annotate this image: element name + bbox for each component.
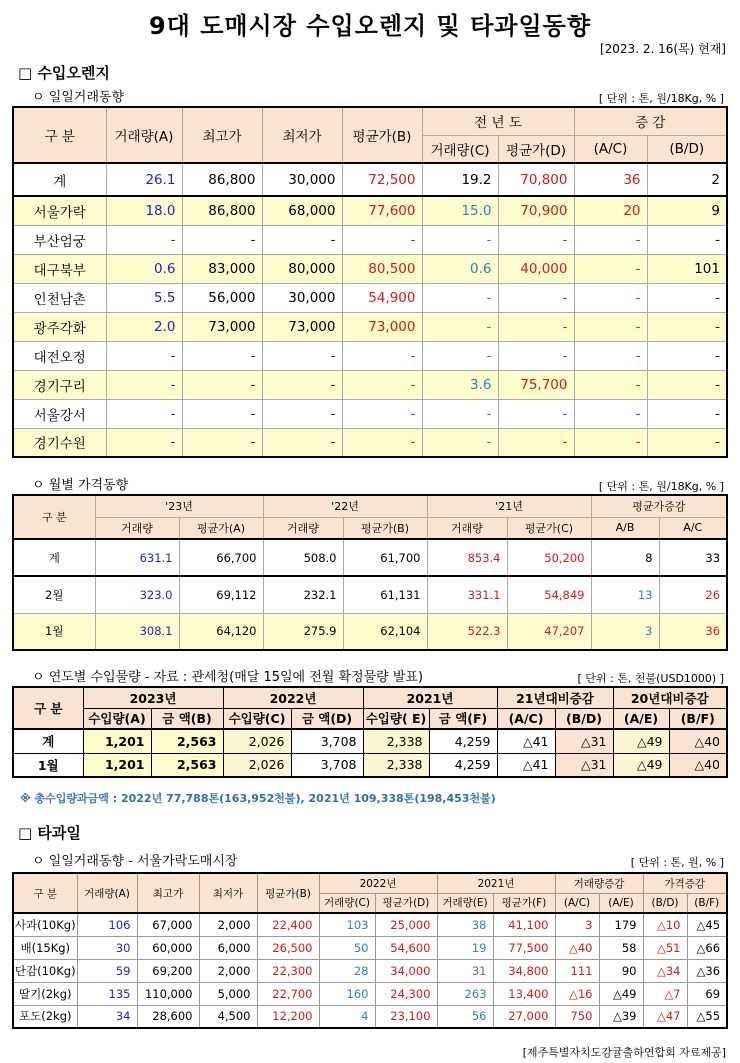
header-2021: 2021년 bbox=[363, 687, 497, 708]
table-row bbox=[13, 341, 727, 370]
unit-label: [ 단위 : 톤, 원/18Kg, % ] bbox=[598, 92, 724, 105]
table-cell: 3,708 bbox=[291, 729, 363, 753]
table-cell: - bbox=[422, 399, 498, 428]
table-cell: 2,026 bbox=[223, 753, 291, 777]
table-cell: 30,000 bbox=[262, 163, 342, 196]
table-cell: 508.0 bbox=[263, 539, 343, 576]
header-avg: 평균가(B) bbox=[257, 873, 319, 913]
header-volume: 거래량 bbox=[263, 517, 343, 539]
table-cell: 2 bbox=[647, 163, 727, 196]
table-cell: 2,338 bbox=[363, 753, 429, 777]
table-cell: 4,259 bbox=[429, 729, 497, 753]
table-row bbox=[13, 370, 727, 399]
table-cell: 4,500 bbox=[199, 1005, 257, 1028]
import-total-note: ※ 총수입량과금액 : 2022년 77,788톤(163,952천불), 2021년 109,338톤(198,453천불) bbox=[20, 792, 496, 805]
header-avg-c: 평균가(C) bbox=[507, 517, 591, 539]
table-cell: - bbox=[647, 283, 727, 312]
table-cell: 111 bbox=[555, 959, 599, 982]
header-bd: (B/D) bbox=[555, 708, 613, 729]
table-cell: 3 bbox=[555, 913, 599, 936]
table-cell: 54,849 bbox=[507, 576, 591, 613]
header-gubun: 구 분 bbox=[13, 687, 83, 729]
header-avg-change: 평균가증감 bbox=[591, 495, 727, 517]
table-cell: 67,000 bbox=[137, 913, 199, 936]
table-cell: 61,700 bbox=[343, 539, 427, 576]
row-label: 경기구리 bbox=[13, 370, 106, 399]
row-label: 2월 bbox=[13, 576, 95, 613]
row-label: 경기수원 bbox=[13, 428, 106, 457]
header-2022: '22년 bbox=[263, 495, 427, 517]
header-change: 증 감 bbox=[574, 107, 727, 135]
table-cell: 853.4 bbox=[427, 539, 507, 576]
header-2022: 2022년 bbox=[223, 687, 363, 708]
orange-yearly-table bbox=[12, 686, 728, 778]
table-cell: 28,600 bbox=[137, 1005, 199, 1028]
table-cell: 106 bbox=[77, 913, 137, 936]
table-cell: 22,300 bbox=[257, 959, 319, 982]
table-row bbox=[13, 312, 727, 341]
table-row bbox=[13, 399, 727, 428]
table-cell: - bbox=[574, 312, 647, 341]
table-cell: - bbox=[647, 341, 727, 370]
subheading-daily: ㅇ 일일거래동향 bbox=[32, 90, 125, 105]
header-ac: (A/C) bbox=[497, 708, 555, 729]
table-cell: △16 bbox=[555, 982, 599, 1005]
row-label: 1월 bbox=[13, 613, 95, 650]
table-cell: - bbox=[106, 341, 182, 370]
table-cell: - bbox=[182, 428, 262, 457]
table-cell: 18.0 bbox=[106, 196, 182, 225]
header-2021: '21년 bbox=[427, 495, 591, 517]
header-amt-f: 금 액(F) bbox=[429, 708, 497, 729]
table-cell: 0.6 bbox=[106, 254, 182, 283]
table-cell: 54,600 bbox=[375, 936, 437, 959]
table-cell: 34,000 bbox=[375, 959, 437, 982]
table-row bbox=[13, 254, 727, 283]
table-cell: 22,400 bbox=[257, 913, 319, 936]
table-cell: 19.2 bbox=[422, 163, 498, 196]
header-max: 최고가 bbox=[182, 107, 262, 163]
table-cell: - bbox=[647, 428, 727, 457]
table-cell: 47,207 bbox=[507, 613, 591, 650]
row-label: 계 bbox=[13, 539, 95, 576]
header-prev-avg: 평균가(D) bbox=[498, 135, 574, 163]
table-cell: 59 bbox=[77, 959, 137, 982]
header-gubun: 구 분 bbox=[13, 873, 77, 913]
table-cell: 12,200 bbox=[257, 1005, 319, 1028]
table-cell: 2,563 bbox=[151, 729, 223, 753]
table-cell: 23,100 bbox=[375, 1005, 437, 1028]
table-cell: 66,700 bbox=[179, 539, 263, 576]
table-cell: - bbox=[262, 370, 342, 399]
table-cell: 31 bbox=[437, 959, 493, 982]
table-cell: 8 bbox=[591, 539, 659, 576]
table-cell: 4,259 bbox=[429, 753, 497, 777]
table-cell: 2,563 bbox=[151, 753, 223, 777]
table-cell: 5,000 bbox=[199, 982, 257, 1005]
table-cell: △39 bbox=[599, 1005, 643, 1028]
table-row bbox=[13, 539, 727, 576]
table-cell: 33 bbox=[659, 539, 727, 576]
row-label: 계 bbox=[13, 163, 106, 196]
table-row bbox=[13, 225, 727, 254]
table-cell: - bbox=[647, 312, 727, 341]
table-cell: 26 bbox=[659, 576, 727, 613]
table-cell: 61,131 bbox=[343, 576, 427, 613]
table-cell: △40 bbox=[669, 753, 727, 777]
table-row bbox=[13, 1005, 727, 1028]
other-fruit-table bbox=[12, 872, 728, 1029]
table-cell: 86,800 bbox=[182, 163, 262, 196]
table-cell: △47 bbox=[643, 1005, 687, 1028]
header-bd: (B/D) bbox=[647, 135, 727, 163]
table-cell: 3.6 bbox=[422, 370, 498, 399]
table-cell: 69,200 bbox=[137, 959, 199, 982]
header-ae: (A/E) bbox=[613, 708, 669, 729]
table-cell: 6,000 bbox=[199, 936, 257, 959]
row-label: 딸기(2kg) bbox=[13, 982, 77, 1005]
table-cell: - bbox=[342, 370, 422, 399]
table-cell: - bbox=[574, 283, 647, 312]
header-amt-d: 금 액(D) bbox=[291, 708, 363, 729]
header-ab: A/B bbox=[591, 517, 659, 539]
table-cell: 27,000 bbox=[493, 1005, 555, 1028]
table-cell: - bbox=[498, 225, 574, 254]
table-cell: 50 bbox=[319, 936, 375, 959]
header-volume: 거래량 bbox=[427, 517, 507, 539]
table-cell: 19 bbox=[437, 936, 493, 959]
table-cell: 110,000 bbox=[137, 982, 199, 1005]
table-cell: 2,000 bbox=[199, 959, 257, 982]
table-cell: - bbox=[182, 370, 262, 399]
source-credit: [제주특별자치도감귤출하연합회 자료제공] bbox=[522, 1046, 726, 1059]
table-row bbox=[13, 936, 727, 959]
table-cell: - bbox=[422, 283, 498, 312]
header-ae: (A/E) bbox=[599, 893, 643, 913]
header-bf: (B/F) bbox=[669, 708, 727, 729]
table-cell: - bbox=[106, 428, 182, 457]
table-cell: △41 bbox=[497, 729, 555, 753]
table-row bbox=[13, 959, 727, 982]
table-cell: - bbox=[422, 428, 498, 457]
table-row bbox=[13, 913, 727, 936]
table-cell: - bbox=[498, 399, 574, 428]
row-label: 부산엄궁 bbox=[13, 225, 106, 254]
header-volume: 거래량 bbox=[95, 517, 179, 539]
table-cell: 15.0 bbox=[422, 196, 498, 225]
table-cell: △7 bbox=[643, 982, 687, 1005]
table-cell: - bbox=[262, 428, 342, 457]
table-cell: 40,000 bbox=[498, 254, 574, 283]
row-label: 포도(2kg) bbox=[13, 1005, 77, 1028]
table-cell: 69,112 bbox=[179, 576, 263, 613]
table-cell: 41,100 bbox=[493, 913, 555, 936]
page-title: 9대 도매시장 수입오렌지 및 타과일동향 bbox=[148, 12, 592, 40]
table-cell: 77,600 bbox=[342, 196, 422, 225]
table-row bbox=[13, 428, 727, 457]
table-row bbox=[13, 982, 727, 1005]
table-cell: 263 bbox=[437, 982, 493, 1005]
table-cell: 73,000 bbox=[342, 312, 422, 341]
table-cell: - bbox=[647, 225, 727, 254]
table-cell: 36 bbox=[659, 613, 727, 650]
table-cell: △66 bbox=[687, 936, 727, 959]
table-cell: 4 bbox=[319, 1005, 375, 1028]
row-label: 서울가락 bbox=[13, 196, 106, 225]
table-cell: 101 bbox=[647, 254, 727, 283]
table-cell: 80,500 bbox=[342, 254, 422, 283]
header-gubun: 구 분 bbox=[13, 495, 95, 539]
table-cell: 72,500 bbox=[342, 163, 422, 196]
table-cell: - bbox=[262, 225, 342, 254]
header-bf: (B/F) bbox=[687, 893, 727, 913]
table-cell: - bbox=[342, 399, 422, 428]
header-avg-b: 평균가(B) bbox=[343, 517, 427, 539]
table-cell: 73,000 bbox=[182, 312, 262, 341]
table-cell: 75,700 bbox=[498, 370, 574, 399]
table-cell: 70,900 bbox=[498, 196, 574, 225]
table-cell: 68,000 bbox=[262, 196, 342, 225]
table-cell: 28 bbox=[319, 959, 375, 982]
table-cell: - bbox=[574, 341, 647, 370]
table-cell: 9 bbox=[647, 196, 727, 225]
table-cell: △45 bbox=[687, 913, 727, 936]
table-cell: - bbox=[498, 312, 574, 341]
table-cell: 0.6 bbox=[422, 254, 498, 283]
table-cell: 26,500 bbox=[257, 936, 319, 959]
subheading-monthly: ㅇ 월별 가격동향 bbox=[32, 478, 129, 493]
unit-label: [ 단위 : 톤, 천불(USD1000) ] bbox=[577, 672, 724, 685]
table-cell: - bbox=[106, 370, 182, 399]
table-cell: - bbox=[498, 283, 574, 312]
table-cell: △10 bbox=[643, 913, 687, 936]
header-volume: 거래량(A) bbox=[77, 873, 137, 913]
table-cell: 30,000 bbox=[262, 283, 342, 312]
table-cell: - bbox=[422, 341, 498, 370]
table-cell: - bbox=[342, 428, 422, 457]
table-cell: 22,700 bbox=[257, 982, 319, 1005]
header-avg-d: 평균가(D) bbox=[375, 893, 437, 913]
table-cell: 86,800 bbox=[182, 196, 262, 225]
table-cell: - bbox=[498, 428, 574, 457]
table-cell: - bbox=[106, 399, 182, 428]
header-ac: (A/C) bbox=[574, 135, 647, 163]
table-cell: △34 bbox=[643, 959, 687, 982]
table-cell: △40 bbox=[669, 729, 727, 753]
row-label: 단감(10Kg) bbox=[13, 959, 77, 982]
section-heading-other-fruit: □ 타과일 bbox=[18, 824, 81, 842]
table-cell: 30 bbox=[77, 936, 137, 959]
table-cell: 308.1 bbox=[95, 613, 179, 650]
table-cell: 2,000 bbox=[199, 913, 257, 936]
header-2021: 2021년 bbox=[437, 873, 555, 893]
table-cell: 13 bbox=[591, 576, 659, 613]
table-cell: △49 bbox=[613, 729, 669, 753]
table-cell: 750 bbox=[555, 1005, 599, 1028]
table-cell: - bbox=[574, 399, 647, 428]
table-cell: 331.1 bbox=[427, 576, 507, 613]
table-cell: - bbox=[574, 225, 647, 254]
table-cell: - bbox=[182, 399, 262, 428]
table-cell: 103 bbox=[319, 913, 375, 936]
table-cell: - bbox=[647, 370, 727, 399]
table-row bbox=[13, 753, 727, 777]
header-qty-a: 수입량(A) bbox=[83, 708, 151, 729]
subheading-daily-garak: ㅇ 일일거래동향 - 서울가락도매시장 bbox=[32, 854, 238, 869]
header-20-change: 20년대비증감 bbox=[613, 687, 727, 708]
table-cell: 56,000 bbox=[182, 283, 262, 312]
table-cell: 34 bbox=[77, 1005, 137, 1028]
table-cell: 80,000 bbox=[262, 254, 342, 283]
table-cell: - bbox=[182, 225, 262, 254]
table-cell: 54,900 bbox=[342, 283, 422, 312]
table-cell: 275.9 bbox=[263, 613, 343, 650]
table-cell: 77,500 bbox=[493, 936, 555, 959]
header-2022: 2022년 bbox=[319, 873, 437, 893]
table-cell: 323.0 bbox=[95, 576, 179, 613]
table-cell: 631.1 bbox=[95, 539, 179, 576]
table-cell: - bbox=[342, 341, 422, 370]
table-cell: - bbox=[262, 399, 342, 428]
row-label: 1월 bbox=[13, 753, 83, 777]
table-cell: 38 bbox=[437, 913, 493, 936]
orange-daily-table bbox=[12, 106, 728, 458]
header-gubun: 구 분 bbox=[13, 107, 106, 163]
table-cell: 24,300 bbox=[375, 982, 437, 1005]
table-cell: 1,201 bbox=[83, 729, 151, 753]
table-cell: 26.1 bbox=[106, 163, 182, 196]
table-row bbox=[13, 283, 727, 312]
header-ac: A/C bbox=[659, 517, 727, 539]
table-cell: - bbox=[422, 312, 498, 341]
header-max: 최고가 bbox=[137, 873, 199, 913]
report-date: [2023. 2. 16(목) 현재] bbox=[599, 42, 726, 56]
table-cell: 64,120 bbox=[179, 613, 263, 650]
header-21-change: 21년대비증감 bbox=[497, 687, 613, 708]
header-avg-a: 평균가(A) bbox=[179, 517, 263, 539]
table-cell: △31 bbox=[555, 753, 613, 777]
table-cell: 50,200 bbox=[507, 539, 591, 576]
header-vol-c: 거래량(C) bbox=[319, 893, 375, 913]
table-cell: - bbox=[342, 225, 422, 254]
header-2023: '23년 bbox=[95, 495, 263, 517]
header-prev-volume: 거래량(C) bbox=[422, 135, 498, 163]
table-row bbox=[13, 729, 727, 753]
table-cell: 62,104 bbox=[343, 613, 427, 650]
header-volume-change: 거래량증감 bbox=[555, 873, 643, 893]
table-cell: - bbox=[647, 399, 727, 428]
table-cell: 1,201 bbox=[83, 753, 151, 777]
header-ac: (A/C) bbox=[555, 893, 599, 913]
table-cell: 3,708 bbox=[291, 753, 363, 777]
table-row bbox=[13, 163, 727, 196]
table-cell: - bbox=[106, 225, 182, 254]
table-cell: △41 bbox=[497, 753, 555, 777]
table-cell: 34,800 bbox=[493, 959, 555, 982]
table-cell: - bbox=[182, 341, 262, 370]
row-label: 광주각화 bbox=[13, 312, 106, 341]
row-label: 사과(10Kg) bbox=[13, 913, 77, 936]
table-row bbox=[13, 576, 727, 613]
table-cell: - bbox=[262, 341, 342, 370]
header-qty-c: 수입량(C) bbox=[223, 708, 291, 729]
table-cell: △51 bbox=[643, 936, 687, 959]
unit-label: [ 단위 : 톤, 원, % ] bbox=[630, 856, 724, 869]
table-cell: 69 bbox=[687, 982, 727, 1005]
header-avg-f: 평균가(F) bbox=[493, 893, 555, 913]
header-min: 최저가 bbox=[262, 107, 342, 163]
table-cell: △55 bbox=[687, 1005, 727, 1028]
header-2023: 2023년 bbox=[83, 687, 223, 708]
header-qty-e: 수입량( E) bbox=[363, 708, 429, 729]
unit-label: [ 단위 : 톤, 원/18Kg, % ] bbox=[598, 480, 724, 493]
table-cell: 5.5 bbox=[106, 283, 182, 312]
header-bd: (B/D) bbox=[643, 893, 687, 913]
section-heading-orange: □ 수입오렌지 bbox=[18, 64, 110, 82]
table-cell: 60,000 bbox=[137, 936, 199, 959]
table-cell: - bbox=[574, 428, 647, 457]
table-cell: 13,400 bbox=[493, 982, 555, 1005]
table-cell: 36 bbox=[574, 163, 647, 196]
orange-monthly-table bbox=[12, 494, 728, 651]
row-label: 서울강서 bbox=[13, 399, 106, 428]
row-label: 인천남촌 bbox=[13, 283, 106, 312]
table-cell: 25,000 bbox=[375, 913, 437, 936]
table-cell: 90 bbox=[599, 959, 643, 982]
table-cell: △36 bbox=[687, 959, 727, 982]
header-min: 최저가 bbox=[199, 873, 257, 913]
table-cell: 58 bbox=[599, 936, 643, 959]
header-amt-b: 금 액(B) bbox=[151, 708, 223, 729]
table-cell: - bbox=[574, 254, 647, 283]
table-cell: 160 bbox=[319, 982, 375, 1005]
table-cell: 70,800 bbox=[498, 163, 574, 196]
header-vol-e: 거래량(E) bbox=[437, 893, 493, 913]
table-cell: △49 bbox=[599, 982, 643, 1005]
header-volume: 거래량(A) bbox=[106, 107, 182, 163]
table-cell: 2.0 bbox=[106, 312, 182, 341]
header-avg: 평균가(B) bbox=[342, 107, 422, 163]
table-cell: 135 bbox=[77, 982, 137, 1005]
header-prev-year: 전 년 도 bbox=[422, 107, 574, 135]
row-label: 대구북부 bbox=[13, 254, 106, 283]
table-cell: 522.3 bbox=[427, 613, 507, 650]
table-cell: - bbox=[498, 341, 574, 370]
table-row bbox=[13, 613, 727, 650]
table-cell: △31 bbox=[555, 729, 613, 753]
row-label: 배(15Kg) bbox=[13, 936, 77, 959]
table-cell: 73,000 bbox=[262, 312, 342, 341]
table-cell: 20 bbox=[574, 196, 647, 225]
table-cell: 2,026 bbox=[223, 729, 291, 753]
table-cell: 232.1 bbox=[263, 576, 343, 613]
subheading-yearly: ㅇ 연도별 수입물량 - 자료 : 관세청(매달 15일에 전월 확정물량 발표) bbox=[32, 670, 424, 685]
table-cell: 3 bbox=[591, 613, 659, 650]
row-label: 계 bbox=[13, 729, 83, 753]
table-cell: △40 bbox=[555, 936, 599, 959]
table-cell: - bbox=[422, 225, 498, 254]
table-row bbox=[13, 196, 727, 225]
table-cell: 179 bbox=[599, 913, 643, 936]
table-cell: 83,000 bbox=[182, 254, 262, 283]
header-price-change: 가격증감 bbox=[643, 873, 727, 893]
table-cell: △49 bbox=[613, 753, 669, 777]
table-cell: 56 bbox=[437, 1005, 493, 1028]
table-cell: 2,338 bbox=[363, 729, 429, 753]
table-cell: - bbox=[574, 370, 647, 399]
row-label: 대전오정 bbox=[13, 341, 106, 370]
